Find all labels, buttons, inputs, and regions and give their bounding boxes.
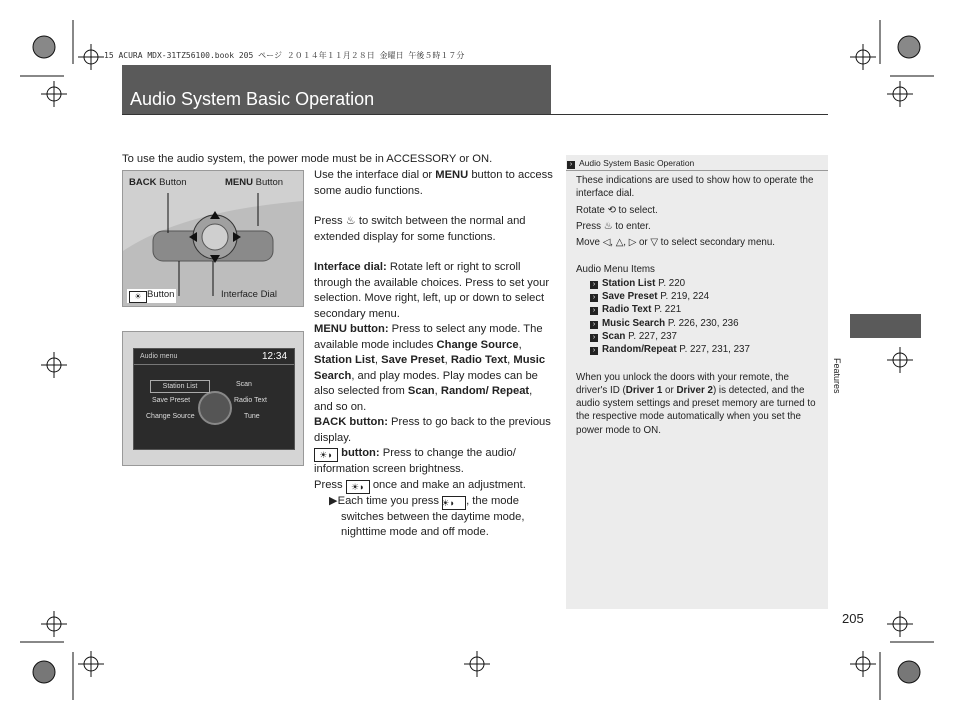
triangle-bullet-icon: ▶ <box>329 494 338 507</box>
section-tab <box>850 314 921 338</box>
brightness-icon: ☀◗ <box>314 448 338 462</box>
brightness-icon: ☀◗ <box>346 480 370 494</box>
page-number: 205 <box>842 611 864 626</box>
title-rule <box>122 114 828 115</box>
main-column <box>314 168 554 541</box>
display-icon: ♨ <box>345 215 356 227</box>
section-tab-label: Features <box>832 358 842 394</box>
print-info: 15 ACURA MDX-31TZ56100.book 205 ページ ２０１４年１１月２８日 金曜日 午後５時１７分 <box>104 51 465 60</box>
sidebar-content <box>576 174 820 437</box>
sidebar-heading: › Audio System Basic Operation <box>567 157 694 170</box>
para-menu-button: MENU button: Press to select any mode. The available mode includes Change Source, Station List, Save Preset, Radio Text, Music Search, and play modes. Play modes can be also selected from Scan, Random/ Repeat, and so on. <box>314 323 546 413</box>
reference-arrow-icon: › <box>590 334 598 342</box>
ref-random-repeat[interactable]: › Random/Repeat P. 227, 231, 237 <box>590 343 820 356</box>
audio-menu-items-title: Audio Menu Items <box>576 264 655 276</box>
sidebar-rotate: Rotate ⟲ to select. <box>576 204 658 216</box>
back-button-label: BACK Button <box>129 177 187 188</box>
sidebar-intro: These indications are used to show how to operate the interface dial. <box>576 175 814 200</box>
brightness-icon: ☀◗ <box>442 496 466 510</box>
reference-arrow-icon: › <box>590 347 598 355</box>
reference-arrow-icon: › <box>567 161 575 169</box>
audio-menu-refs <box>576 277 820 357</box>
move-right-icon: ▷ <box>628 237 637 249</box>
para-display-toggle: Press ♨ to switch between the normal and extended display for some functions. <box>314 215 526 243</box>
screen-item-radio-text[interactable]: Radio Text <box>234 397 267 404</box>
reference-arrow-icon: › <box>590 294 598 302</box>
dial-illustration <box>122 170 304 307</box>
screen-header: Audio menu <box>140 353 178 360</box>
move-down-icon: ▽ <box>650 237 658 249</box>
para-brightness-modes: ▶Each time you press ☀◗ , the mode switches between the daytime mode, nighttime mode and off mode. <box>329 494 525 538</box>
ref-save-preset[interactable]: › Save Preset P. 219, 224 <box>590 290 820 303</box>
sidebar-press: Press ♨ to enter. <box>576 220 651 232</box>
move-left-icon: ◁ <box>602 237 611 249</box>
screen-item-tune[interactable]: Tune <box>244 413 260 420</box>
para-brightness-press: Press ☀◗ once and make an adjustment. <box>314 478 526 492</box>
para-interface-dial: Interface dial: Rotate left or right to scroll through the available choices. Press to set your selection. Move right, left, up or down to select secondary menu. <box>314 261 550 320</box>
press-dial-icon: ♨ <box>603 220 613 232</box>
move-up-icon: △ <box>615 237 624 249</box>
menu-button-label: MENU Button <box>225 177 284 188</box>
para-brightness-button: ☀◗ button: Press to change the audio/ information screen brightness. <box>314 447 516 475</box>
brightness-icon: ☀ <box>129 291 147 303</box>
ref-scan[interactable]: › Scan P. 227, 237 <box>590 330 820 343</box>
reference-arrow-icon: › <box>590 307 598 315</box>
para-interface-intro: Use the interface dial or MENU button to access some audio functions. <box>314 169 553 197</box>
brightness-button-label: ☀ Button <box>127 289 176 303</box>
ref-station-list[interactable]: › Station List P. 220 <box>590 277 820 290</box>
rotate-dial-icon: ⟲ <box>607 204 616 216</box>
dial-drawing <box>123 171 303 306</box>
interface-dial-label: Interface Dial <box>221 289 277 300</box>
audio-menu-screen-figure <box>122 331 304 466</box>
intro-text: To use the audio system, the power mode must be in ACCESSORY or ON. <box>122 153 493 165</box>
sidebar-unlock-note: When you unlock the doors with your remote, the driver's ID (Driver 1 or Driver 2) is detected, and the audio system settings and preset memory are turned to the respective mode automatically when you set the power mode to ON. <box>576 371 816 436</box>
page-title: Audio System Basic Operation <box>130 89 375 109</box>
reference-arrow-icon: › <box>590 281 598 289</box>
screen-item-scan[interactable]: Scan <box>236 381 252 388</box>
screen-item-station-list[interactable]: Station List <box>150 380 210 393</box>
ref-music-search[interactable]: › Music Search P. 226, 230, 236 <box>590 317 820 330</box>
screen-item-change-source[interactable]: Change Source <box>146 413 195 420</box>
sidebar-move: Move ◁, △, ▷ or ▽ to select secondary menu. <box>576 237 776 249</box>
para-back-button: BACK button: Press to go back to the previous display. <box>314 416 551 444</box>
screen-time: 12:34 <box>262 351 288 362</box>
screen-item-save-preset[interactable]: Save Preset <box>152 397 191 404</box>
ref-radio-text[interactable]: › Radio Text P. 221 <box>590 303 820 316</box>
screen-dial <box>198 391 232 425</box>
reference-arrow-icon: › <box>590 321 598 329</box>
audio-menu-screen <box>133 348 295 450</box>
